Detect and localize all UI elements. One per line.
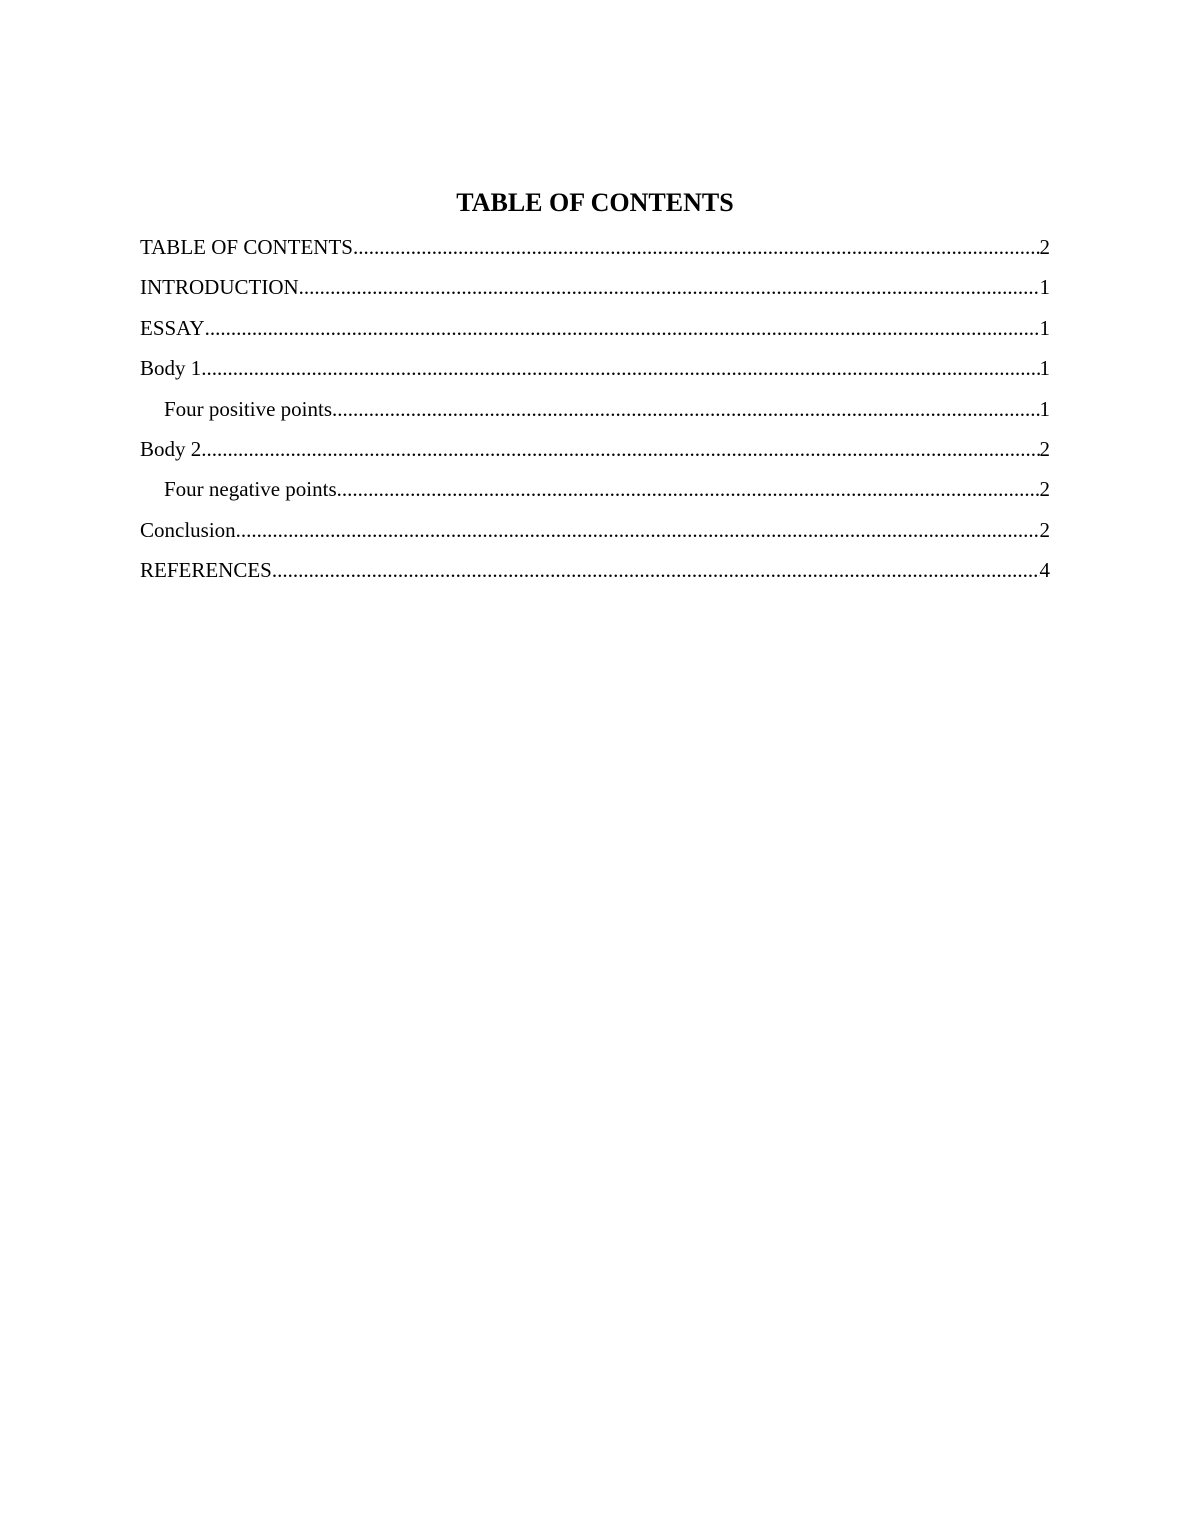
toc-entry-label: Four positive points: [164, 396, 333, 421]
toc-entry-body-2[interactable]: [140, 432, 1050, 472]
toc-entry-label: ESSAY: [140, 315, 205, 340]
toc-entry-essay[interactable]: [140, 311, 1050, 351]
toc-entry-label: INTRODUCTION: [140, 275, 299, 300]
toc-entry-page-number: 1: [1039, 356, 1050, 381]
toc-entry-label: Four negative points: [164, 477, 337, 502]
toc-entry-page-number: 2: [1039, 436, 1050, 461]
toc-entry-table-of-contents[interactable]: [140, 230, 1050, 270]
toc-entry-four-positive-points[interactable]: [140, 392, 1050, 432]
toc-dot-leader: [236, 513, 1040, 547]
toc-entry-conclusion[interactable]: [140, 513, 1050, 553]
toc-dot-leader: [201, 432, 1039, 466]
toc-entry-page-number: 4: [1039, 558, 1050, 583]
toc-entry-body-1[interactable]: [140, 351, 1050, 391]
toc-dot-leader: [201, 351, 1039, 385]
toc-entry-page-number: 2: [1039, 477, 1050, 502]
toc-entry-label: Conclusion: [140, 517, 236, 542]
toc-dot-leader: [353, 230, 1040, 264]
toc-entry-introduction[interactable]: [140, 270, 1050, 310]
toc-entry-references[interactable]: [140, 553, 1050, 593]
toc-dot-leader: [205, 311, 1040, 345]
toc-dot-leader: [272, 553, 1040, 587]
toc-entry-label: TABLE OF CONTENTS: [140, 235, 353, 259]
table-of-contents: [140, 230, 1050, 594]
toc-entry-label: Body 2: [140, 436, 202, 461]
toc-entry-page-number: 1: [1039, 315, 1050, 340]
toc-entry-page-number: 1: [1039, 275, 1050, 300]
toc-entry-four-negative-points[interactable]: [140, 472, 1050, 512]
toc-entry-label: Body 1: [140, 356, 202, 381]
toc-dot-leader: [337, 472, 1040, 506]
toc-entry-page-number: 2: [1039, 235, 1050, 259]
toc-entry-label: REFERENCES: [140, 558, 272, 583]
toc-heading: TABLE OF CONTENTS: [456, 188, 734, 217]
toc-dot-leader: [332, 392, 1039, 426]
toc-entry-page-number: 1: [1039, 396, 1050, 421]
toc-dot-leader: [299, 270, 1040, 304]
toc-entry-page-number: 2: [1039, 517, 1050, 542]
